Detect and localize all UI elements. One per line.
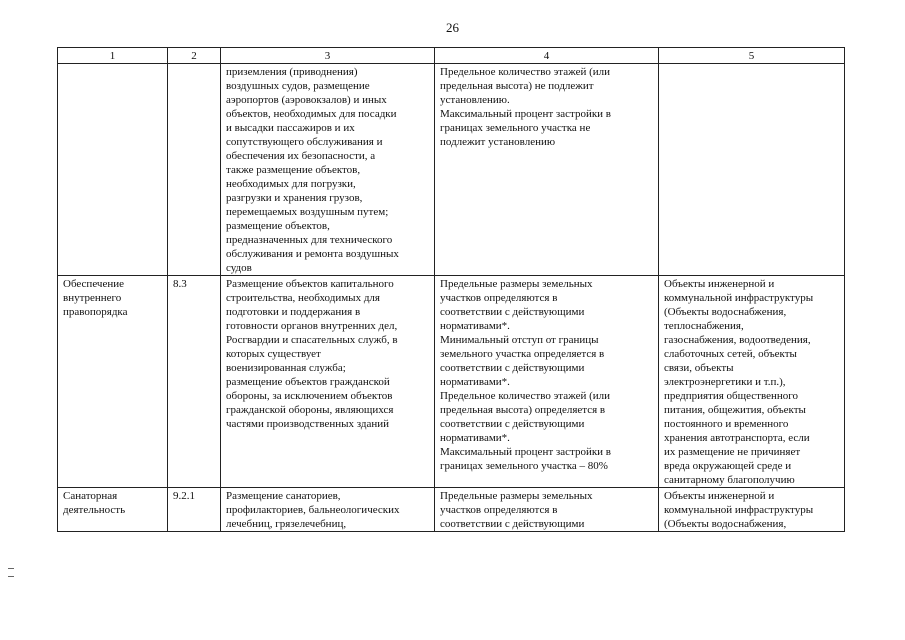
- text-line: электроэнергетики и т.п.),: [664, 376, 786, 388]
- use-description-cell: [221, 488, 435, 532]
- text-line: приземления (приводнения): [226, 66, 358, 78]
- text-line: подлежит установлению: [440, 136, 556, 148]
- text-line: и высадки пассажиров и их: [226, 122, 355, 134]
- use-name-cell: [58, 64, 168, 276]
- text-line: газоснабжения, водоотведения,: [664, 334, 811, 346]
- column-header-5: 5: [659, 48, 845, 64]
- text-line: соответствии с действующими: [440, 418, 585, 430]
- scan-edge-mark: [8, 576, 14, 577]
- table-row: [58, 488, 845, 532]
- text-line: соответствии с действующими: [440, 518, 585, 530]
- text-line: гражданской обороны, являющихся: [226, 404, 394, 416]
- table-row: [58, 64, 845, 276]
- parameters-cell: [435, 488, 659, 532]
- text-line: Санаторная: [63, 490, 118, 502]
- text-line: коммунальной инфраструктуры: [664, 292, 814, 304]
- text-line: границах земельного участка не: [440, 122, 591, 134]
- auxiliary-uses-cell: [659, 64, 845, 276]
- text-line: строительства, необходимых для: [226, 292, 380, 304]
- page-number: 26: [446, 20, 459, 35]
- text-line: предельная высота) не подлежит: [440, 80, 594, 92]
- parameters-cell: [435, 64, 659, 276]
- column-header-3: 3: [221, 48, 435, 64]
- text-line: размещение объектов гражданской: [226, 376, 390, 388]
- text-line: Размещение санаториев,: [226, 490, 341, 502]
- text-line: судов: [226, 262, 252, 274]
- text-line: сопутствующего обслуживания и: [226, 136, 383, 148]
- text-line: нормативами*.: [440, 432, 510, 444]
- text-line: перемещаемых воздушным путем;: [226, 206, 389, 218]
- text-line: связи, объекты: [664, 362, 734, 374]
- text-line: (Объекты водоснабжения,: [664, 306, 787, 318]
- text-line: аэропортов (аэровокзалов) и иных: [226, 94, 387, 106]
- text-line: постоянного и временного: [664, 418, 789, 430]
- text-line: участков определяются в: [440, 292, 558, 304]
- text-line: Предельные размеры земельных: [440, 490, 593, 502]
- text-line: готовности органов внутренних дел,: [226, 320, 398, 332]
- text-line: Объекты инженерной и: [664, 278, 775, 290]
- text-line: нормативами*.: [440, 376, 510, 388]
- text-line: объектов, необходимых для посадки: [226, 108, 397, 120]
- text-line: разгрузки и хранения грузов,: [226, 192, 363, 204]
- text-line: необходимых для погрузки,: [226, 178, 356, 190]
- use-name-cell: [58, 276, 168, 488]
- text-line: (Объекты водоснабжения,: [664, 518, 787, 530]
- parameters-cell: [435, 276, 659, 488]
- text-line: предприятия общественного: [664, 390, 798, 402]
- text-line: профилакториев, бальнеологических: [226, 504, 400, 516]
- use-code-cell: 9.2.1: [168, 488, 221, 532]
- text-line: деятельность: [63, 504, 126, 516]
- text-line: Максимальный процент застройки в: [440, 108, 611, 120]
- column-header-2: 2: [168, 48, 221, 64]
- text-line: Обеспечение: [63, 278, 124, 290]
- text-line: земельного участка определяется в: [440, 348, 605, 360]
- text-line: которых существует: [226, 348, 321, 360]
- text-line: воздушных судов, размещение: [226, 80, 370, 92]
- scan-edge-mark: [8, 568, 14, 569]
- text-line: предназначенных для технического: [226, 234, 393, 246]
- use-description-cell: [221, 64, 435, 276]
- column-header-1: 1: [58, 48, 168, 64]
- text-line: также размещение объектов,: [226, 164, 361, 176]
- text-line: Предельные размеры земельных: [440, 278, 593, 290]
- text-line: обеспечения их безопасности, а: [226, 150, 376, 162]
- text-line: их размещение не причиняет: [664, 446, 801, 458]
- text-line: границах земельного участка – 80%: [440, 460, 608, 472]
- text-line: хранения автотранспорта, если: [664, 432, 810, 444]
- text-line: Размещение объектов капитального: [226, 278, 394, 290]
- text-line: предельная высота) определяется в: [440, 404, 606, 416]
- use-name-cell: [58, 488, 168, 532]
- text-line: санитарному благополучию: [664, 474, 795, 486]
- text-line: Росгвардии и спасательных служб, в: [226, 334, 398, 346]
- text-line: теплоснабжения,: [664, 320, 744, 332]
- text-line: военизированная служба;: [226, 362, 346, 374]
- text-line: Предельное количество этажей (или: [440, 390, 611, 402]
- text-line: подготовки и поддержания в: [226, 306, 361, 318]
- text-line: коммунальной инфраструктуры: [664, 504, 814, 516]
- text-line: обороны, за исключением объектов: [226, 390, 393, 402]
- text-line: правопорядка: [63, 306, 128, 318]
- text-line: соответствии с действующими: [440, 306, 585, 318]
- auxiliary-uses-cell: [659, 488, 845, 532]
- text-line: Минимальный отступ от границы: [440, 334, 599, 346]
- text-line: установлению.: [440, 94, 510, 106]
- use-code-cell: [168, 64, 221, 276]
- auxiliary-uses-cell: [659, 276, 845, 488]
- text-line: участков определяются в: [440, 504, 558, 516]
- text-line: внутреннего: [63, 292, 122, 304]
- text-line: частями производственных зданий: [226, 418, 390, 430]
- text-line: соответствии с действующими: [440, 362, 585, 374]
- use-code-cell: 8.3: [168, 276, 221, 488]
- zoning-table: [57, 47, 845, 532]
- column-number-row: [58, 48, 845, 64]
- text-line: Максимальный процент застройки в: [440, 446, 611, 458]
- table-row: [58, 276, 845, 488]
- column-header-4: 4: [435, 48, 659, 64]
- text-line: нормативами*.: [440, 320, 510, 332]
- text-line: питания, общежития, объекты: [664, 404, 806, 416]
- use-description-cell: [221, 276, 435, 488]
- text-line: размещение объектов,: [226, 220, 330, 232]
- text-line: обслуживания и ремонта воздушных: [226, 248, 399, 260]
- text-line: слаботочных сетей, объекты: [664, 348, 797, 360]
- text-line: вреда окружающей среде и: [664, 460, 792, 472]
- text-line: Объекты инженерной и: [664, 490, 775, 502]
- text-line: лечебниц, грязелечебниц,: [226, 518, 347, 530]
- text-line: Предельное количество этажей (или: [440, 66, 611, 78]
